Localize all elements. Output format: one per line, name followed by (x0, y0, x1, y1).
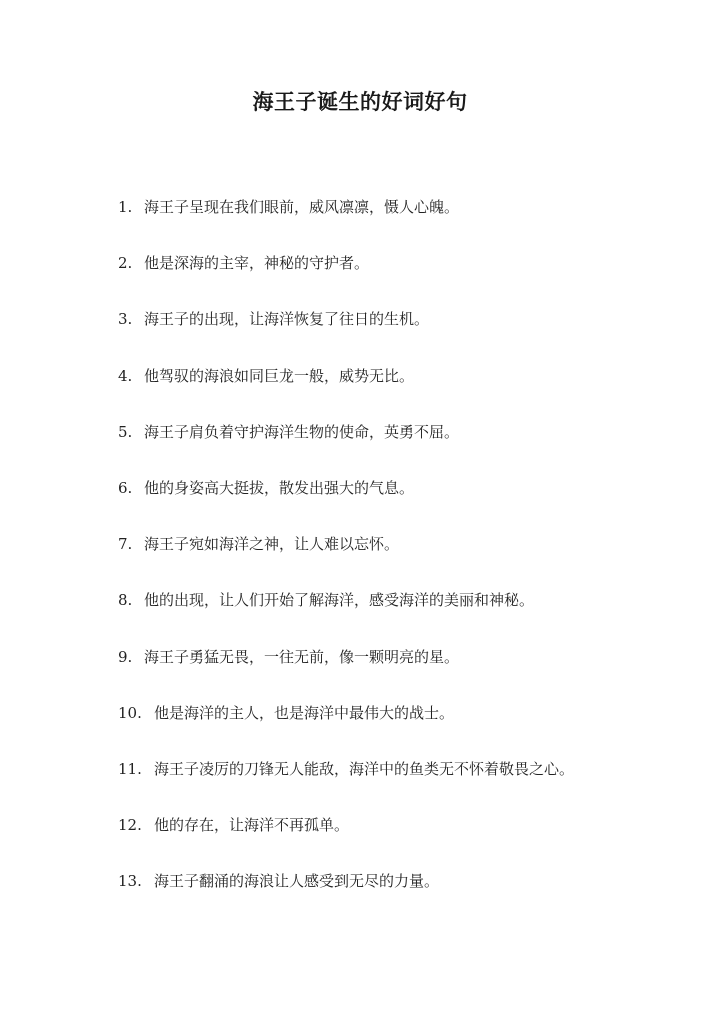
item-text: 海王子的出现，让海洋恢复了往日的生机。 (144, 310, 430, 329)
list-item (118, 252, 574, 308)
document-title: 海王子诞生的好词好句 (252, 89, 468, 114)
list-item (118, 870, 574, 926)
item-text: 他是深海的主宰，神秘的守护者。 (144, 254, 370, 273)
item-text: 海王子肩负着守护海洋生物的使命，英勇不屈。 (144, 422, 460, 441)
item-text: 海王子宛如海洋之神，让人难以忘怀。 (144, 535, 400, 554)
item-number: 10. (118, 703, 142, 722)
list-item (118, 477, 574, 533)
item-number: 3. (118, 310, 133, 329)
item-number: 11. (118, 759, 142, 778)
item-text: 海王子翻涌的海浪让人感受到无尽的力量。 (154, 872, 440, 891)
item-number: 13. (118, 872, 142, 891)
item-text: 海王子呈现在我们眼前，威风凛凛，慑人心魄。 (144, 198, 460, 216)
list-item (118, 308, 574, 364)
item-text: 他的身姿高大挺拔，散发出强大的气息。 (144, 478, 415, 497)
item-number: 7. (118, 535, 133, 554)
list-item (118, 589, 574, 645)
list-item (118, 702, 574, 758)
list-item (118, 533, 574, 589)
item-text: 他驾驭的海浪如同巨龙一般，威势无比。 (144, 366, 415, 385)
item-text: 他的出现，让人们开始了解海洋，感受海洋的美丽和神秘。 (144, 591, 535, 610)
item-number: 4. (118, 366, 133, 385)
item-text: 海王子凌厉的刀锋无人能敌，海洋中的鱼类无不怀着敬畏之心。 (154, 759, 575, 778)
item-number: 5. (118, 422, 133, 441)
item-number: 2. (118, 254, 133, 273)
list-item (118, 421, 574, 477)
item-text: 海王子勇猛无畏，一往无前，像一颗明亮的星。 (144, 647, 460, 666)
list-item (118, 365, 574, 421)
item-number: 6. (118, 478, 133, 497)
list-item (118, 814, 574, 870)
item-text: 他的存在，让海洋不再孤单。 (154, 816, 350, 835)
list-item (118, 758, 574, 814)
item-number: 12. (118, 816, 142, 835)
item-text: 他是海洋的主人，也是海洋中最伟大的战士。 (154, 703, 455, 722)
sentence-list (118, 196, 574, 926)
item-number: 8. (118, 591, 133, 610)
item-number: 1. (118, 198, 133, 216)
item-number: 9. (118, 647, 133, 666)
list-item (118, 196, 574, 252)
list-item (118, 646, 574, 702)
